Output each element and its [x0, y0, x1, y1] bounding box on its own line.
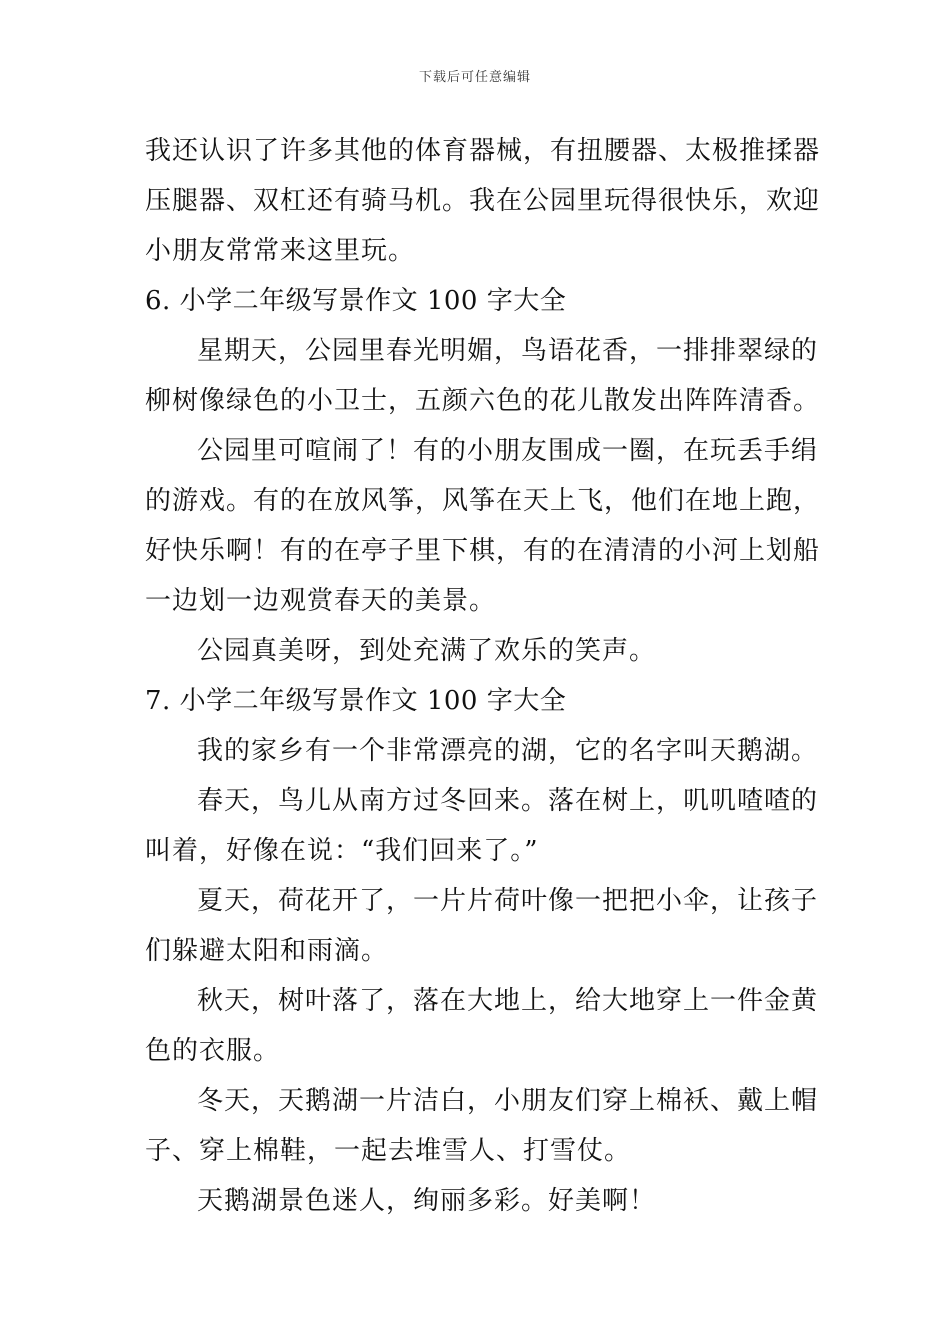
paragraph-line: 小朋友常常来这里玩。 — [145, 236, 416, 266]
paragraph-line: 春天，鸟儿从南方过冬回来。落在树上，叽叽喳喳的 — [197, 786, 819, 816]
section-heading-7: 7. 小学二年级写景作文 100 字大全 — [145, 686, 567, 716]
paragraph-line: 冬天，天鹅湖一片洁白，小朋友们穿上棉袄、戴上帽 — [197, 1086, 819, 1116]
paragraph-line: 叫着，好像在说：“我们回来了。” — [145, 836, 539, 866]
paragraph-line: 好快乐啊！有的在亭子里下棋，有的在清清的小河上划船 — [145, 536, 821, 566]
paragraph-line: 色的衣服。 — [145, 1036, 281, 1066]
paragraph-line: 压腿器、双杠还有骑马机。我在公园里玩得很快乐，欢迎 — [145, 186, 821, 216]
paragraph-line: 秋天，树叶落了，落在大地上，给大地穿上一件金黄 — [197, 986, 819, 1016]
paragraph-line: 的游戏。有的在放风筝，风筝在天上飞，他们在地上跑， — [145, 486, 821, 516]
paragraph-line: 柳树像绿色的小卫士，五颜六色的花儿散发出阵阵清香。 — [145, 386, 821, 416]
paragraph-line: 们躲避太阳和雨滴。 — [145, 936, 389, 966]
paragraph-line: 我还认识了许多其他的体育器械，有扭腰器、太极推揉器 — [145, 136, 821, 166]
paragraph-line: 夏天，荷花开了，一片片荷叶像一把把小伞，让孩子 — [197, 886, 819, 916]
paragraph-line: 公园真美呀，到处充满了欢乐的笑声。 — [197, 636, 657, 666]
paragraph-line: 我的家乡有一个非常漂亮的湖，它的名字叫天鹅湖。 — [197, 736, 819, 766]
paragraph-line: 天鹅湖景色迷人，绚丽多彩。好美啊！ — [197, 1186, 657, 1216]
page-header-note: 下载后可任意编辑 — [418, 70, 531, 85]
paragraph-line: 公园里可喧闹了！有的小朋友围成一圈，在玩丢手绢 — [197, 436, 819, 466]
paragraph-line: 一边划一边观赏春天的美景。 — [145, 586, 497, 616]
paragraph-line: 星期天，公园里春光明媚，鸟语花香，一排排翠绿的 — [197, 336, 819, 366]
section-heading-6: 6. 小学二年级写景作文 100 字大全 — [145, 286, 567, 316]
paragraph-line: 子、穿上棉鞋，一起去堆雪人、打雪仗。 — [145, 1136, 632, 1166]
